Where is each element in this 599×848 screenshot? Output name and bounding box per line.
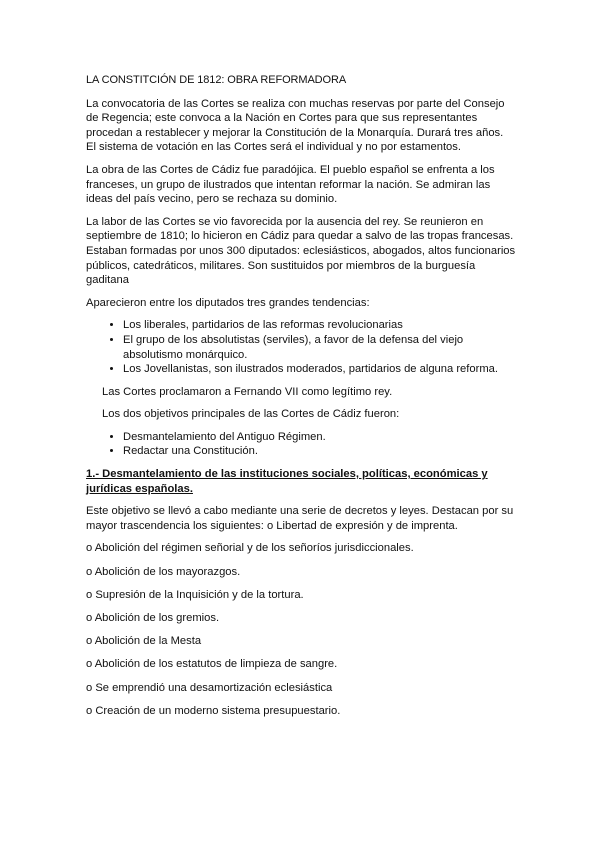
section-intro: Este objetivo se llevó a cabo mediante una serie de decretos y leyes. Destacan por su mayor trascendencia los siguientes: o Libertad de expresión y de imprenta.: [86, 505, 514, 532]
measure-line: o Abolición de los gremios.: [86, 612, 220, 624]
list-item: • Redactar una Constitución.: [123, 444, 516, 459]
paragraph-objetivos-intro: Los dos objetivos principales de las Cortes de Cádiz fueron:: [102, 408, 400, 421]
tendencies-list: [86, 318, 516, 376]
measure-line: o Abolición del régimen señorial y de los señoríos jurisdiccionales.: [86, 542, 414, 555]
measure-line: o Abolición de los mayorazgos.: [86, 565, 241, 578]
section-heading: 1.- Desmantelamiento de las instituciones sociales, políticas, económicas y jurídicas españolas.: [86, 468, 488, 495]
paragraph-tendencias-intro: Aparecieron entre los diputados tres grandes tendencias:: [86, 296, 370, 309]
document-title: LA CONSTITCIÓN DE 1812: OBRA REFORMADORA: [86, 74, 347, 86]
measure-line: o Abolición de los estatutos de limpieza de sangre.: [86, 658, 338, 671]
measure-line: o Abolición de la Mesta: [86, 635, 202, 648]
list-item: • Los liberales, partidarios de las reformas revolucionarias: [123, 318, 516, 333]
list-item: • Desmantelamiento del Antiguo Régimen.: [123, 430, 516, 445]
paragraph-proclamacion: Las Cortes proclamaron a Fernando VII como legítimo rey.: [102, 385, 393, 398]
measure-line: o Creación de un moderno sistema presupuestario.: [86, 704, 341, 717]
document-body: [86, 73, 516, 727]
measure-line: o Supresión de la Inquisición y de la tortura.: [86, 588, 304, 601]
list-item: • El grupo de los absolutistas (serviles), a favor de la defensa del viejo absolutismo monárquico.: [123, 333, 516, 362]
list-item: • Los Jovellanistas, son ilustrados moderados, partidarios de alguna reforma.: [123, 362, 516, 377]
paragraph-convocatoria: La convocatoria de las Cortes se realiza con muchas reservas por parte del Consejo de Regencia; este convoca a la Nación en Cortes para que sus representantes procedan a restablecer y mejorar la Constitución de la Monarquía. Durará tres años. El sistema de votación en las Cortes será el individual y no por estamentos.: [86, 97, 505, 154]
paragraph-labor: La labor de las Cortes se vio favorecida por la ausencia del rey. Se reunieron en septiembre de 1810; lo hicieron en Cádiz para quedar a salvo de las tropas francesas. Estaban formadas por unos 300 diputados: eclesiásticos, abogados, altos funcionarios públicos, catedráticos, militares. Son sustituidos por miembros de la burguesía gaditana: [86, 215, 516, 287]
paragraph-obra: La obra de las Cortes de Cádiz fue paradójica. El pueblo español se enfrenta a los franceses, un grupo de ilustrados que intentan reformar la nación. Se admiran las ideas del país vecino, pero se rechaza su dominio.: [86, 163, 495, 206]
objectives-list: [86, 430, 516, 459]
measure-line: o Se emprendió una desamortización eclesiástica: [86, 681, 333, 694]
